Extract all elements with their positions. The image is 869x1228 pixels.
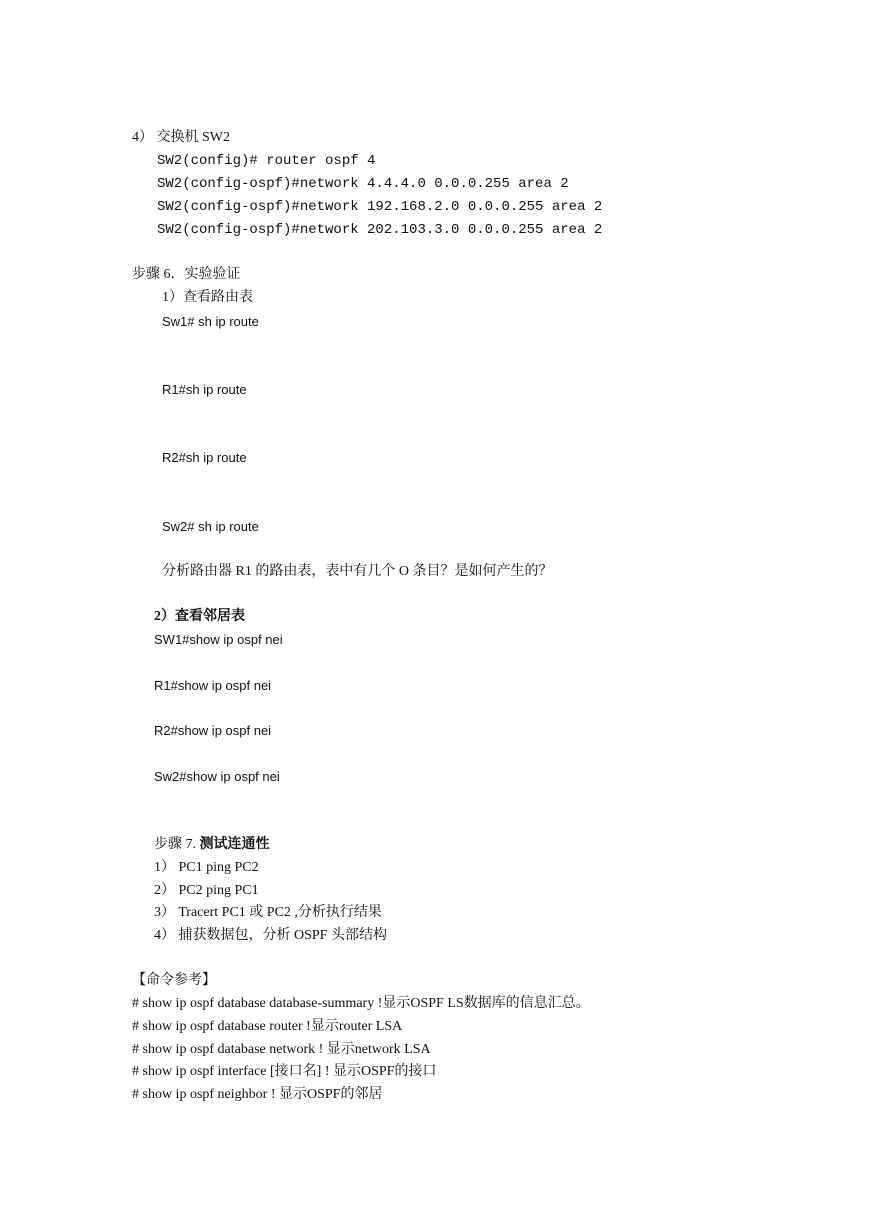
step7-heading <box>154 838 270 852</box>
route-question: 分析路由器 R1 的路由表，表中有几个 O 条目？是如何产生的？ <box>162 564 553 579</box>
sw2-command: SW2(config-ospf)#network 4.4.4.0 0.0.0.255 area 2 <box>157 176 569 192</box>
neighbor-command-sw2: Sw2#show ip ospf nei <box>154 769 280 784</box>
step7-heading-title: 测试连通性 <box>199 837 270 852</box>
sw2-heading: 4） 交换机 SW2 <box>132 130 230 145</box>
route-command-r1: R1#sh ip route <box>162 382 247 397</box>
step7-heading-prefix: 步骤 7. <box>154 837 196 852</box>
sw2-command: SW2(config-ospf)#network 202.103.3.0 0.0.0.255 area 2 <box>157 222 603 238</box>
step7-item: 2） PC2 ping PC1 <box>154 883 259 898</box>
reference-line: # show ip ospf database network ! 显示network LSA <box>132 1042 431 1057</box>
neighbor-table-heading: 2）查看邻居表 <box>154 609 245 624</box>
reference-line: # show ip ospf interface [接口名] ! 显示OSPF的接口 <box>132 1064 437 1079</box>
reference-line: # show ip ospf database router !显示router LSA <box>132 1019 403 1034</box>
route-command-r2: R2#sh ip route <box>162 450 247 465</box>
neighbor-command-r1: R1#show ip ospf nei <box>154 678 272 693</box>
reference-line: # show ip ospf database database-summary !显示OSPF LS数据库的信息汇总。 <box>132 996 590 1011</box>
reference-line: # show ip ospf neighbor ! 显示OSPF的邻居 <box>132 1087 383 1102</box>
reference-heading: 【命令参考】 <box>132 973 216 988</box>
step6-heading: 步骤 6．实验验证 <box>132 267 241 282</box>
sw2-command: SW2(config)# router ospf 4 <box>157 153 376 169</box>
route-table-heading: 1）查看路由表 <box>162 290 253 305</box>
neighbor-command-r2: R2#show ip ospf nei <box>154 723 272 738</box>
route-command-sw1: Sw1# sh ip route <box>162 314 259 329</box>
step7-item: 4） 捕获数据包，分析 OSPF 头部结构 <box>154 928 387 943</box>
step7-item: 1） PC1 ping PC2 <box>154 860 259 875</box>
step7-item: 3） Tracert PC1 或 PC2 ,分析执行结果 <box>154 905 382 920</box>
neighbor-command-sw1: SW1#show ip ospf nei <box>154 632 283 647</box>
sw2-command: SW2(config-ospf)#network 192.168.2.0 0.0.0.255 area 2 <box>157 199 603 215</box>
route-command-sw2: Sw2# sh ip route <box>162 519 259 534</box>
